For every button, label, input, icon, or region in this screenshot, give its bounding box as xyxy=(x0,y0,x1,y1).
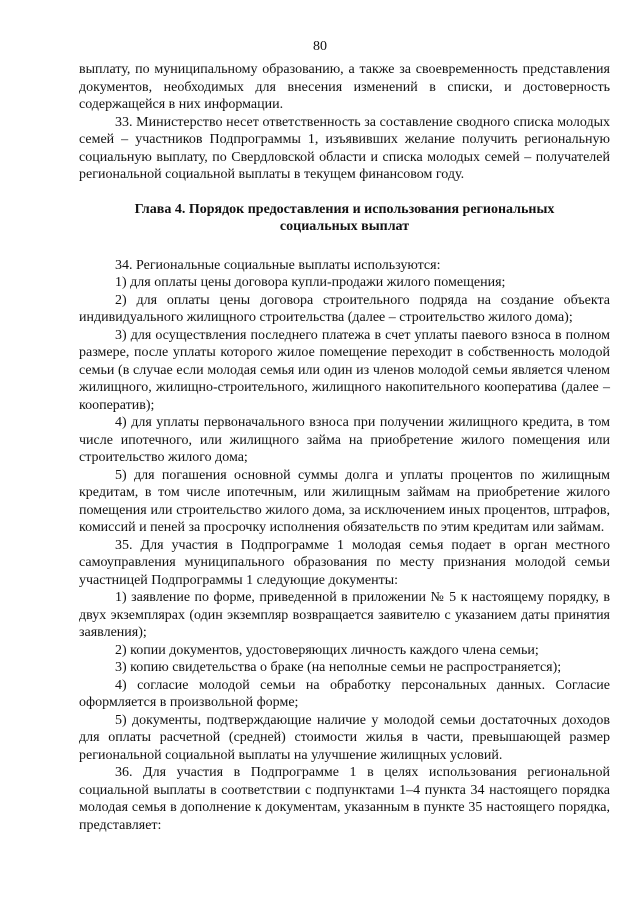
list-item-35-2: 2) копии документов, удостоверяющих личность каждого члена семьи; xyxy=(115,642,539,658)
paragraph-continuation: выплату, по муниципальному образованию, а также за своевременность представления документов, необходимых для внесения изменений в списки, и достоверность содержащейся в них информации. xyxy=(79,62,610,112)
chapter-heading xyxy=(79,201,610,236)
chapter-heading-line-2: социальных выплат xyxy=(279,219,410,234)
paragraph-35: 35. Для участия в Подпрограмме 1 молодая семья подает в орган местного самоуправления муниципального образования по месту признания молодой семьи участницей Подпрограммы 1 следующие документы: xyxy=(79,537,610,588)
list-item-34-4: 4) для уплаты первоначального взноса при получении жилищного кредита, в том числе ипотечного, или жилищного займа на приобретение жилого помещения или строительство жилого дома; xyxy=(79,415,610,465)
list-item-34-2: 2) для оплаты цены договора строительного подряда на создание объекта индивидуального жилищного строительства (далее – строительство жилого дома); xyxy=(79,292,610,325)
paragraph-34: 34. Региональные социальные выплаты используются: xyxy=(115,257,441,273)
list-item-34-5: 5) для погашения основной суммы долга и уплаты процентов по жилищным кредитам, в том числе ипотечным, или жилищным займам на приобретение жилого помещения или строительство жилого дома, за исключением иных процентов, штрафов, комиссий и пеней за просрочку исполнения обязательств по этим кредитам или займам. xyxy=(79,467,610,535)
paragraph-36: 36. Для участия в Подпрограмме 1 в целях использования региональной социальной выплаты в соответствии с подпунктами 1–4 пункта 34 настоящего порядка молодая семья в дополнение к документам, указанным в пункте 35 настоящего порядка, представляет: xyxy=(79,765,610,833)
document-body xyxy=(79,61,610,834)
list-item-35-3: 3) копию свидетельства о браке (на неполные семьи не распространяется); xyxy=(115,660,562,675)
list-item-34-1: 1) для оплаты цены договора купли-продажи жилого помещения; xyxy=(115,275,506,290)
list-item-35-4: 4) согласие молодой семьи на обработку персональных данных. Согласие оформляется в произвольной форме; xyxy=(79,677,610,710)
list-item-35-5: 5) документы, подтверждающие наличие у молодой семьи достаточных доходов для оплаты расчетной (средней) стоимости жилья в части, превышающей размер региональной социальной выплаты на улучшение жилищных условий. xyxy=(79,712,610,763)
chapter-heading-line-1: Глава 4. Порядок предоставления и использования региональных xyxy=(134,201,555,217)
paragraph-33: 33. Министерство несет ответственность за составление сводного списка молодых семей – участников Подпрограммы 1, изъявивших желание получить региональную социальную выплату, по Свердловской области и списка молодых семей – получателей региональной социальной выплаты в текущем финансовом году. xyxy=(79,114,610,182)
page-number: 80 xyxy=(313,39,327,54)
list-item-34-3: 3) для осуществления последнего платежа в счет уплаты паевого взноса в полном размере, после уплаты которого жилое помещение переходит в собственность молодой семьи (в случае если молодая семья или один из членов молодой семьи является членом жилищного, жилищно-строительного, жилищного накопительного кооператива (далее – кооператив); xyxy=(79,327,610,413)
list-item-35-1: 1) заявление по форме, приведенной в приложении № 5 к настоящему порядку, в двух экземплярах (один экземпляр возвращается заявителю с указанием даты принятия заявления); xyxy=(79,590,610,640)
